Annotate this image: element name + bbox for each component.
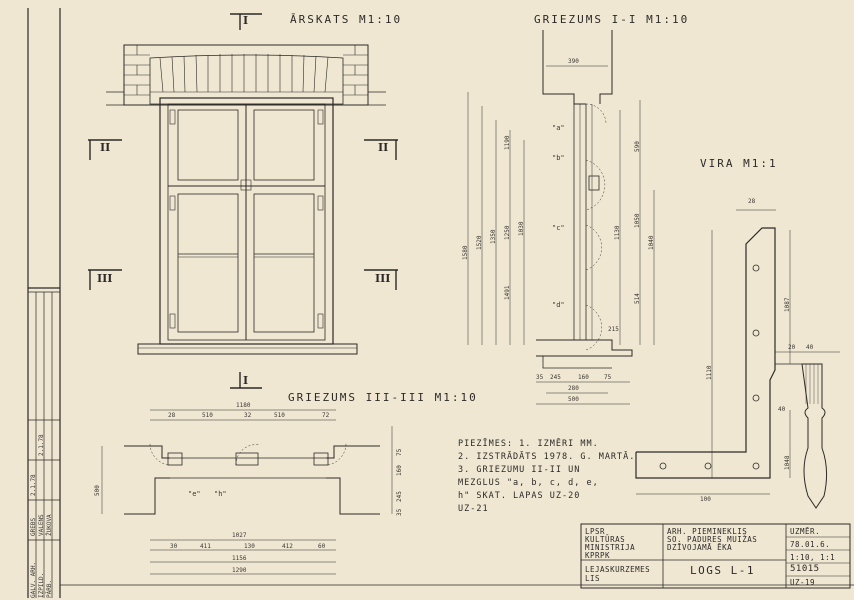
section-marker-i-top: I — [243, 14, 249, 27]
dim-si-base: 215 — [608, 326, 619, 333]
tb-number: 51015 — [790, 564, 820, 574]
elevation-title: ĀRSKATS M1:10 — [290, 13, 403, 26]
dim-si-v-right-c: 1040 — [648, 235, 655, 250]
tb-object-line-3: DZĪVOJAMĀ ĒKA — [667, 543, 733, 552]
note-line-3: 3. GRIEZUMU II-II UN — [458, 465, 581, 475]
dim-si-bottom-part-4: 75 — [604, 374, 612, 381]
tb-org-line-2: KULTŪRAS — [585, 535, 626, 544]
dim-siii-right-c: 245 — [396, 491, 403, 502]
note-line-5: h" SKAT. LAPAS UZ-20 — [458, 491, 581, 501]
dim-si-v-left-b: 1350 — [490, 229, 497, 244]
dim-siii-top-part-2: 510 — [202, 412, 213, 419]
dim-hinge-mid-a: 1110 — [706, 365, 713, 380]
tb-drawing-name: LOGS L-1 — [690, 564, 755, 577]
dim-si-bottom-total: 500 — [568, 396, 579, 403]
dim-si-v-left-d: 1030 — [518, 221, 525, 236]
dim-hinge-right-b: 40 — [806, 344, 814, 351]
tb-date: 78.01.6. — [790, 540, 831, 549]
dim-siii-top-part-1: 28 — [168, 412, 176, 419]
dim-siii-bottom-b-2: 411 — [200, 543, 211, 550]
note-line-2: 2. IZSTRĀDĀTS 1978. G. MARTĀ. — [458, 452, 636, 462]
section-marker-iii-left: III — [97, 272, 113, 285]
dim-siii-top-total: 1180 — [236, 402, 251, 409]
dim-si-v-right-a: 590 — [634, 141, 641, 152]
sig-name-2: VALENS — [38, 514, 45, 536]
dim-siii-bottom-a: 1027 — [232, 532, 247, 539]
tb-object-line-2: SO. PADURES MUIŽAS — [667, 535, 758, 544]
dim-si-v-left-c: 1250 — [504, 225, 511, 240]
tb-org-line-1: LPSR — [585, 527, 606, 536]
detail-mark-c: "c" — [552, 224, 565, 232]
tb-scale: 1:10, 1:1 — [790, 553, 836, 562]
dim-si-v-right-b: 1050 — [634, 213, 641, 228]
dim-hinge-lower-a: 1048 — [784, 455, 791, 470]
dim-siii-left-height: 500 — [94, 485, 101, 496]
section-marker-i-bottom: I — [243, 374, 249, 387]
tb-stage: UZMĒR. — [790, 527, 821, 536]
tb-org-line-4: KPRPK — [585, 551, 611, 560]
note-line-4: MEZGLUS "a, b, c, d, e, — [458, 478, 599, 488]
tb-object-line-1: ARH. PIEMINEKLIS — [667, 527, 748, 536]
dim-hinge-bottom: 100 — [700, 496, 711, 503]
detail-mark-b: "b" — [552, 154, 565, 162]
dim-hinge-top-b: 1087 — [784, 297, 791, 312]
tb-org-line-3: MINISTRIJA — [585, 543, 636, 552]
dim-siii-bottom-b-5: 60 — [318, 543, 326, 550]
section-marker-ii-right: II — [378, 141, 389, 154]
dim-hinge-top-a: 28 — [748, 198, 756, 205]
dim-si-v-left-e: 1190 — [504, 135, 511, 150]
dim-siii-bottom-b-3: 130 — [244, 543, 255, 550]
section-iii-title: GRIEZUMS III-III M1:10 — [288, 391, 478, 404]
dim-siii-right-a: 75 — [396, 448, 403, 456]
dim-si-bottom-a: 280 — [568, 385, 579, 392]
dim-si-v-left-total: 1580 — [462, 245, 469, 260]
dim-si-v-right-d: 1130 — [614, 225, 621, 240]
tb-sheet: UZ-19 — [790, 578, 816, 587]
sig-role-3: PĀRB. — [46, 579, 53, 598]
tb-dept-line-1: LEJASKURZEMES — [585, 565, 651, 574]
dim-siii-top-part-5: 72 — [322, 412, 330, 419]
dim-siii-top-part-3: 32 — [244, 412, 252, 419]
dim-siii-right-b: 160 — [396, 465, 403, 476]
dim-si-v-right-e: 514 — [634, 293, 641, 304]
dim-hinge-right-a: 20 — [788, 344, 796, 351]
hinge-title: VIRA M1:1 — [700, 157, 778, 170]
detail-mark-a: "a" — [552, 124, 565, 132]
dim-si-v-left-f: 1491 — [504, 285, 511, 300]
section-i-title: GRIEZUMS I-I M1:10 — [534, 13, 690, 26]
dim-si-bottom-part-3: 160 — [578, 374, 589, 381]
detail-mark-d: "d" — [552, 301, 565, 309]
dim-siii-bottom-c: 1156 — [232, 555, 247, 562]
sig-date-2: 2.1.78 — [38, 434, 45, 456]
dim-si-bottom-part-1: 35 — [536, 374, 544, 381]
dim-si-v-left-a: 1520 — [476, 235, 483, 250]
dim-si-bottom-part-2: 245 — [550, 374, 561, 381]
sig-name-3: ŽUKOVA — [46, 514, 53, 536]
sig-role-1: GALV. ARH. — [30, 561, 37, 598]
dim-siii-bottom-d: 1290 — [232, 567, 247, 574]
sig-role-2: IZPILD. — [38, 572, 45, 598]
note-line-1: PIEZĪMES: 1. IZMĒRI MM. — [458, 439, 599, 449]
detail-mark-h: "h" — [214, 490, 227, 498]
dim-siii-bottom-b-4: 412 — [282, 543, 293, 550]
dim-hinge-mid-b: 40 — [778, 406, 786, 413]
sig-name-1: GREBS — [30, 517, 37, 536]
tb-dept-line-2: LIS — [585, 574, 601, 583]
sig-date-1: 2.1.78 — [30, 474, 37, 496]
dim-siii-top-part-4: 510 — [274, 412, 285, 419]
dim-siii-right-d: 35 — [396, 508, 403, 516]
section-marker-iii-right: III — [375, 272, 391, 285]
detail-mark-e: "e" — [188, 490, 201, 498]
section-marker-ii-left: II — [100, 141, 111, 154]
dim-si-top: 390 — [568, 58, 579, 65]
note-line-6: UZ-21 — [458, 504, 489, 514]
dim-siii-bottom-b-1: 30 — [170, 543, 178, 550]
